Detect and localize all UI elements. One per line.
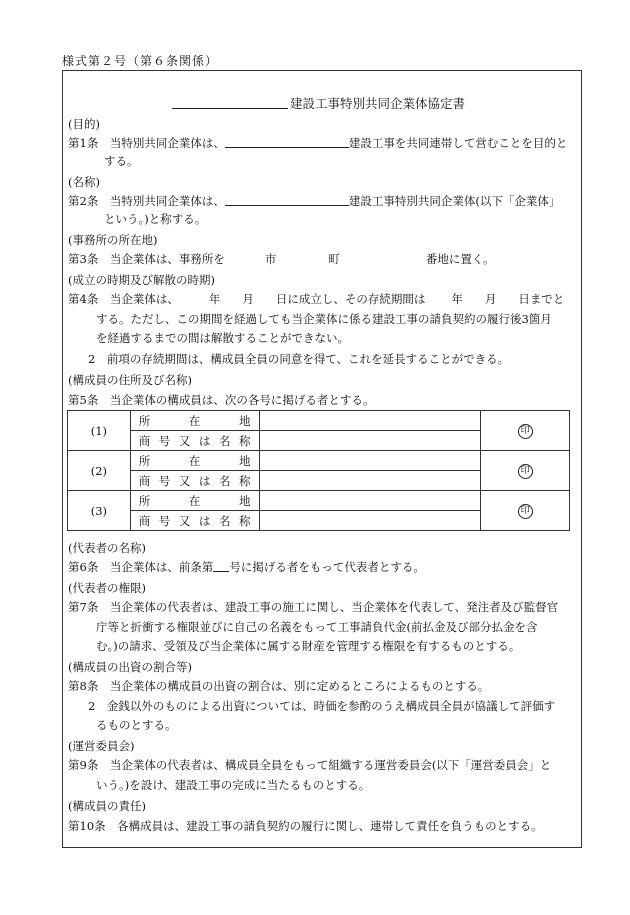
company-name-label: 商 号 又 は 名 称 [130, 471, 259, 491]
article-7-line-2: 庁等と折衝する権限並びに自己の名義をもって工事請負代金(前払金及び部分払金を含 [96, 620, 538, 634]
article-9-line-1: 第9条 当企業体の代表者は、構成員全員をもって組織する運営委員会(以下「運営委員会」と [68, 758, 552, 772]
article-6-line-1: 第6条 当企業体は、前条第 号に掲げる者をもって代表者とする。 [68, 560, 425, 574]
address-field[interactable] [259, 411, 481, 431]
heading-purpose: (目的) [68, 117, 100, 131]
table-row [68, 491, 570, 511]
article-7-line-1: 第7条 当企業体の代表者は、建設工事の施工に関し、当企業体を代表して、発注者及び監督官 [68, 600, 559, 614]
address-label: 所 在 地 [130, 491, 259, 511]
article-2-line-2: という。)と称する。 [104, 212, 207, 226]
company-name-field[interactable] [259, 431, 481, 451]
form-number: 様式第２号（第６条関係） [62, 54, 219, 68]
article-4-line-3: を経過するまでの間は解散することができない。 [96, 331, 349, 345]
article-1-line-2: する。 [104, 154, 139, 168]
article-4-line-1: 第4条 当企業体は、 年 月 日に成立し、その存続期間は 年 月 日までと [68, 292, 565, 306]
company-name-label: 商 号 又 は 名 称 [130, 431, 259, 451]
heading-contribution: (構成員の出資の割合等) [68, 660, 192, 674]
member-number: (1) [68, 411, 131, 451]
article-9-line-2: いう。)を設け、建設工事の完成に当たるものとする。 [96, 778, 371, 792]
seal-icon: 印 [518, 504, 533, 519]
address-field[interactable] [259, 491, 481, 511]
article-7-line-3: む。)の請求、受領及び当企業体に属する財産を管理する権限を有するものとする。 [96, 639, 521, 653]
heading-representative: (代表者の名称) [68, 541, 146, 555]
article-4-para-2: 2 前項の存続期間は、構成員全員の同意を得て、これを延長することができる。 [88, 352, 510, 366]
document-title [172, 94, 465, 112]
company-name-field[interactable] [259, 471, 481, 491]
article-1-line-1: 第1条 当特別共同企業体は、 建設工事を共同連帯して営むことを目的と [68, 136, 568, 150]
article-8-line-3: るものとする。 [96, 718, 177, 732]
article-3-line-1: 第3条 当企業体は、事務所を 市 町 番地に置く。 [68, 252, 495, 266]
seal-cell [481, 411, 570, 451]
title-name-blank[interactable] [172, 96, 288, 109]
title-text: 建設工事特別共同企業体協定書 [290, 96, 466, 111]
address-label: 所 在 地 [130, 451, 259, 471]
heading-period: (成立の時期及び解散の時期) [68, 273, 215, 287]
article-10-line-1: 第10条 各構成員は、建設工事の請負契約の履行に関し、連帯して責任を負うものとする。 [68, 819, 543, 833]
address-label: 所 在 地 [130, 411, 259, 431]
seal-icon: 印 [518, 424, 533, 439]
heading-liability: (構成員の責任) [68, 799, 146, 813]
article-6-number-blank[interactable] [213, 559, 229, 572]
heading-name: (名称) [68, 175, 100, 189]
article-1-name-blank[interactable] [225, 135, 349, 148]
member-number: (3) [68, 491, 131, 531]
members-table [67, 410, 570, 531]
heading-office: (事務所の所在地) [68, 233, 158, 247]
heading-committee: (運営委員会) [68, 739, 135, 753]
company-name-label: 商 号 又 は 名 称 [130, 511, 259, 531]
company-name-field[interactable] [259, 511, 481, 531]
article-5-line-1: 第5条 当企業体の構成員は、次の各号に掲げる者とする。 [68, 393, 375, 407]
article-2-name-blank[interactable] [225, 193, 349, 206]
address-field[interactable] [259, 451, 481, 471]
seal-icon: 印 [518, 464, 533, 479]
heading-members: (構成員の住所及び名称) [68, 373, 192, 387]
article-8-line-1: 第8条 当企業体の構成員の出資の割合は、別に定めるところによるものとする。 [68, 679, 490, 693]
table-row [68, 411, 570, 431]
table-row [68, 451, 570, 471]
article-4-line-2: する。ただし、この期間を経過しても当企業体に係る建設工事の請負契約の履行後3箇月 [96, 312, 552, 326]
seal-cell [481, 451, 570, 491]
article-2-line-1: 第2条 当特別共同企業体は、 建設工事特別共同企業体(以下「企業体」 [68, 194, 561, 208]
heading-authority: (代表者の権限) [68, 581, 146, 595]
seal-cell [481, 491, 570, 531]
article-8-para-2: 2 金銭以外のものによる出資については、時価を参酌のうえ構成員全員が協議して評価す [88, 699, 556, 713]
member-number: (2) [68, 451, 131, 491]
